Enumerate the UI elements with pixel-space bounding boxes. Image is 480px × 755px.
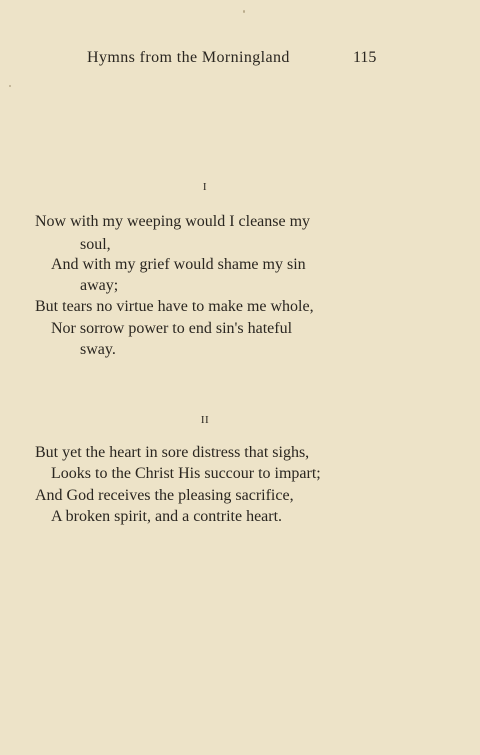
poem-line: And God receives the pleasing sacrifice, — [35, 487, 294, 504]
poem-line: soul, — [80, 236, 111, 253]
stanza-numeral: I — [202, 181, 208, 193]
poem-line: Now with my weeping would I cleanse my — [35, 213, 311, 230]
paper-speck — [243, 10, 245, 13]
poem-line: Looks to the Christ His succour to impart; — [51, 465, 321, 482]
poem-line: away; — [80, 277, 119, 294]
page-number: 115 — [353, 49, 377, 66]
poem-line: A broken spirit, and a contrite heart. — [51, 508, 283, 525]
paper-speck — [9, 85, 11, 87]
poem-line: But yet the heart in sore distress that sighs, — [35, 444, 310, 461]
stanza-numeral: II — [200, 414, 210, 426]
poem-line: And with my grief would shame my sin — [51, 256, 306, 273]
poem-line: But tears no virtue have to make me whole, — [35, 298, 314, 315]
poem-line: sway. — [80, 341, 116, 358]
poem-line: Nor sorrow power to end sin's hateful — [51, 320, 293, 337]
running-header-title: Hymns from the Morningland — [87, 49, 290, 66]
